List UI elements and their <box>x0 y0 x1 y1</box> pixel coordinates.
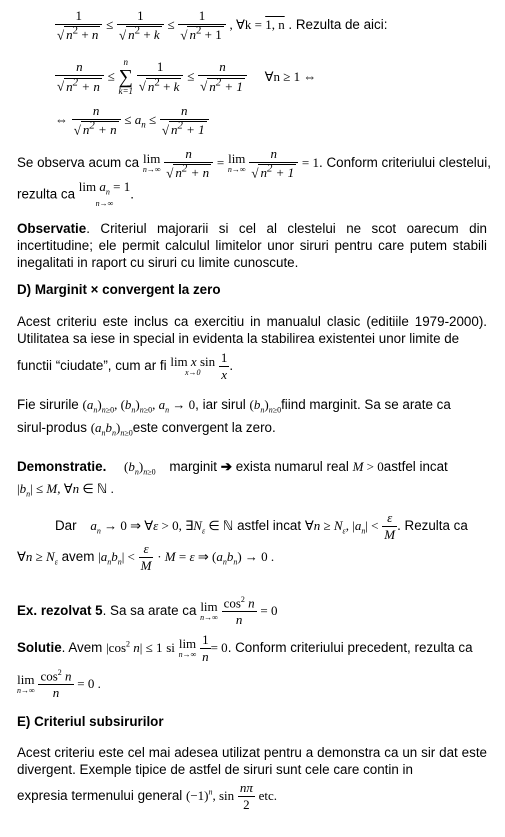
solutie-result: lim n→∞ $\frac{\cos^2 n}{n}$ = 0 . <box>17 668 101 701</box>
rezulta-text: . Rezulta de aici: <box>288 17 388 33</box>
right-arrow-icon: ➔ <box>220 459 232 474</box>
para-2-line-2: sirul-produs $(a_nb_n)_{n\ge 0}este$ convergent la zero. <box>17 420 276 438</box>
inequality-line-1: $\frac{1}{√ n^2 + n}$ ≤ $\frac{1}{√ n^2 + k}$ ≤ $\frac{1}{√ n^2 + 1}$ , ∀k = 1, n . Rezulta de aici: <box>57 8 388 43</box>
solutie-line: Solutie. Avem $|\cos^2$ n| ≤ 1 si lim n→∞ $\frac{1}{n}$ = 0. Conform criteriului precedent, rezulta ca <box>17 632 473 664</box>
demo-line-3: Dar $a_n \to 0$ ⇒ ∀ε > 0, $\exists N_\varepsilon$ ∈ ℕ astfel incat ∀n ≥ $N_\varepsilon$, $|a_n|$ < $\frac{\varepsilon}{M}$ . Rezulta ca <box>55 510 468 542</box>
para-3-last: expresia termenului general $(-1)^n$, sin $\frac{n\pi}{2}$ etc. <box>17 780 278 812</box>
para-2-line-1: Fie sirurile $(a_n)_{n\ge 0}$, $(b_n)_{n\ge 0}$, $a_n \to 0$, iar sirul $(b_n)_{n\ge 0}fiind$ marginit. Sa se arate ca <box>17 397 451 415</box>
rezulta-ca-text: rezulta ca <box>17 186 76 202</box>
demo-line-2: $|b_n| \le M$, ∀n ∈ ℕ . <box>17 481 114 499</box>
forall-k: , ∀k = <box>229 17 266 33</box>
demo-line-4: ∀n ≥ $N_\varepsilon$ avem $|a_nb_n|$ < $\frac{\varepsilon}{M}$ · M = ε ⇒ $(a_nb_n) \to 0$ . <box>17 541 275 573</box>
section-e-title: E) Criteriul subsirurilor <box>17 714 164 729</box>
range-1-n: 1, n <box>265 17 285 33</box>
para-3: Acest criteriu este cel mai adesea utilizat pentru a demonstra ca un sir dat este divergent. Exemple tipice de astfel de siruri sunt cele care contin in <box>17 745 487 777</box>
ex5-title: Ex. rezolvat 5 <box>17 603 103 619</box>
section-d-title: D) Marginit × convergent la zero <box>17 282 221 297</box>
solutie-title: Solutie <box>17 640 62 656</box>
observatie-title: Observatie <box>17 221 87 236</box>
para-1: Acest criteriu este inclus ca exercitiu in manualul clasic (editiile 1979-2000). Utilitatea sa iese in special in evidenta la stabilirea existentei unor limite de <box>17 314 487 346</box>
observe-text: Se observa acum ca <box>17 155 140 171</box>
inequality-line-2: $\frac{n}{√ n^2 + n}$ ≤ n ∑ k=1 $\frac{1}{√ n^2 + k}$ ≤ $\frac{n}{√ n^2 + 1}$ ∀n ≥ 1 ⇔ <box>57 57 317 96</box>
inequality-line-3: ⇔ $\frac{n}{√ n^2 + n}$ ≤ $a_n$ ≤ $\frac{n}{√ n^2 + 1}$ <box>55 103 209 138</box>
clestelui-text: . Conform criteriului clestelui, <box>319 155 491 171</box>
ex5-line: Ex. rezolvat 5. Sa sa arate ca lim n→∞ $\frac{\cos^2 n}{n}$ = 0 <box>17 595 278 628</box>
rezulta-line: rezulta ca $\lim a_n = 1$ n→∞ . <box>17 179 134 208</box>
forall-n: ∀n ≥ 1 ⇔ <box>264 68 317 84</box>
demo-title: Demonstratie <box>17 459 103 474</box>
para-1-last: functii “ciudate”, cum ar fi lim x sin x→0 $\frac{1}{x}$ . <box>17 350 234 382</box>
observe-line: Se observa acum ca lim n→∞ $\frac{n}{√ n^2 + n}$ = lim n→∞ $\frac{n}{√ n^2 + 1}$ = 1. Conform criteriului clestelui, <box>17 146 491 181</box>
demo-line-1: Demonstratie. $(b_n)_{n\ge 0}$ marginit ➔ exista numarul real M > 0astfel incat <box>17 459 448 477</box>
observatie-paragraph <box>17 220 487 271</box>
observatie-text: . Criteriul majorarii si cel al clestelui ne scot oarecum din incertitudine; ele permit calculul limitelor unor siruri pentru care putem stabili inegalitati in raport cu siruri cu limite cunoscute. <box>17 221 487 270</box>
